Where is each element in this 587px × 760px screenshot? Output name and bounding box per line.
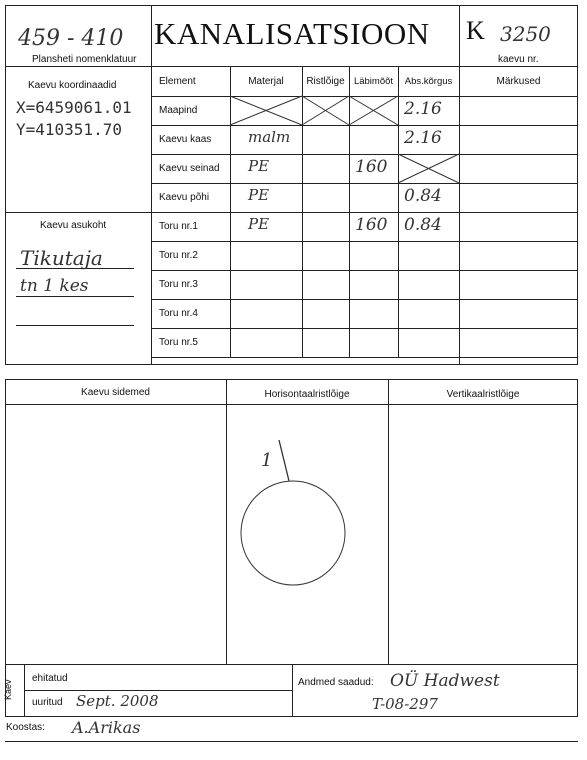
table-row-divider [151, 299, 578, 300]
footer-row-divider [24, 690, 292, 691]
location-divider [5, 212, 151, 213]
connections-header: Kaevu sidemed [81, 387, 150, 398]
header-divider [5, 66, 578, 67]
table-row-element: Kaevu kaas [159, 134, 212, 145]
table-row-divider [151, 241, 578, 242]
section-divider-1 [226, 379, 227, 665]
table-cell-elevation: 2.16 [404, 128, 442, 148]
table-cell-material: PE [248, 215, 270, 233]
coordinate-x: X=6459061.01 [16, 98, 132, 117]
surveyed-label: uuritud [32, 697, 63, 708]
location-label: Kaevu asukoht [40, 220, 107, 231]
table-row-element: Kaevu seinad [159, 163, 220, 174]
column-header: Ristlõige [306, 76, 345, 87]
table-row-element: Maapind [159, 105, 198, 116]
table-cell-diameter: 160 [355, 157, 388, 177]
built-label: ehitatud [32, 673, 68, 684]
location-line1: Tikutaja [20, 246, 103, 270]
sheet-nomenclature-label: Plansheti nomenklatuur [32, 54, 137, 65]
table-row-divider [151, 328, 578, 329]
section-header-divider [5, 404, 578, 405]
table-row-element: Toru nr.3 [159, 279, 198, 290]
section-divider-2 [388, 379, 389, 665]
page-title: KANALISATSIOON [154, 16, 430, 51]
table-header-divider [151, 96, 578, 97]
column-header: Element [159, 76, 196, 87]
bottom-form-frame [5, 379, 578, 665]
compiled-underline [5, 741, 578, 742]
column-header: Läbimõõt [353, 76, 394, 87]
column-header: Materjal [248, 76, 284, 87]
table-row-divider [151, 270, 578, 271]
well-number-prefix: K [466, 16, 486, 45]
table-row-element: Toru nr.4 [159, 308, 198, 319]
table-cell-elevation: 0.84 [404, 215, 442, 235]
footer-mid-divider [292, 665, 293, 717]
table-row-element: Kaevu põhi [159, 192, 210, 203]
coordinate-y: Y=410351.70 [16, 120, 122, 139]
table-cell-material: malm [248, 128, 291, 146]
table-row-element: Toru nr.2 [159, 250, 198, 261]
kaev-label: Kaev [3, 679, 13, 700]
divider-left [151, 5, 152, 365]
surveyed-value: Sept. 2008 [76, 692, 159, 710]
table-cell-elevation: 0.84 [404, 186, 442, 206]
table-cell-elevation: 2.16 [404, 99, 442, 119]
footer-kaev-divider [24, 665, 25, 717]
table-cell-material: PE [248, 157, 270, 175]
column-header: Märkused [496, 76, 541, 87]
location-underline-3 [16, 325, 134, 326]
coordinates-label: Kaevu koordinaadid [28, 80, 117, 91]
data-received-company: OÜ Hadwest [390, 671, 500, 691]
table-row-element: Toru nr.5 [159, 337, 198, 348]
table-cell-diameter: 160 [355, 215, 388, 235]
well-number-value: 3250 [500, 22, 551, 46]
data-received-ref: T-08-297 [372, 695, 438, 713]
compiled-value: A.Arikas [72, 718, 141, 737]
table-cell-material: PE [248, 186, 270, 204]
compiled-label: Koostas: [6, 722, 45, 733]
location-underline-1 [16, 268, 134, 269]
column-header: Abs.kõrgus [404, 76, 453, 87]
table-row-divider [151, 154, 578, 155]
table-row-divider [151, 212, 578, 213]
table-row-divider [151, 183, 578, 184]
data-received-label: Andmed saadud: [298, 677, 374, 688]
table-row-divider [151, 357, 578, 358]
pipe-1-marker: 1 [261, 450, 273, 471]
location-underline-2 [16, 296, 134, 297]
well-number-label: kaevu nr. [498, 54, 539, 65]
vertical-section-header: Vertikaalristlõige [446, 389, 520, 400]
table-row-divider [151, 125, 578, 126]
location-line2: tn 1 kes [20, 276, 89, 296]
table-row-element: Toru nr.1 [159, 221, 198, 232]
divider-right [459, 5, 460, 365]
horizontal-section-header: Horisontaalristlõige [264, 389, 350, 400]
sheet-nomenclature-value: 459 - 410 [18, 26, 124, 51]
